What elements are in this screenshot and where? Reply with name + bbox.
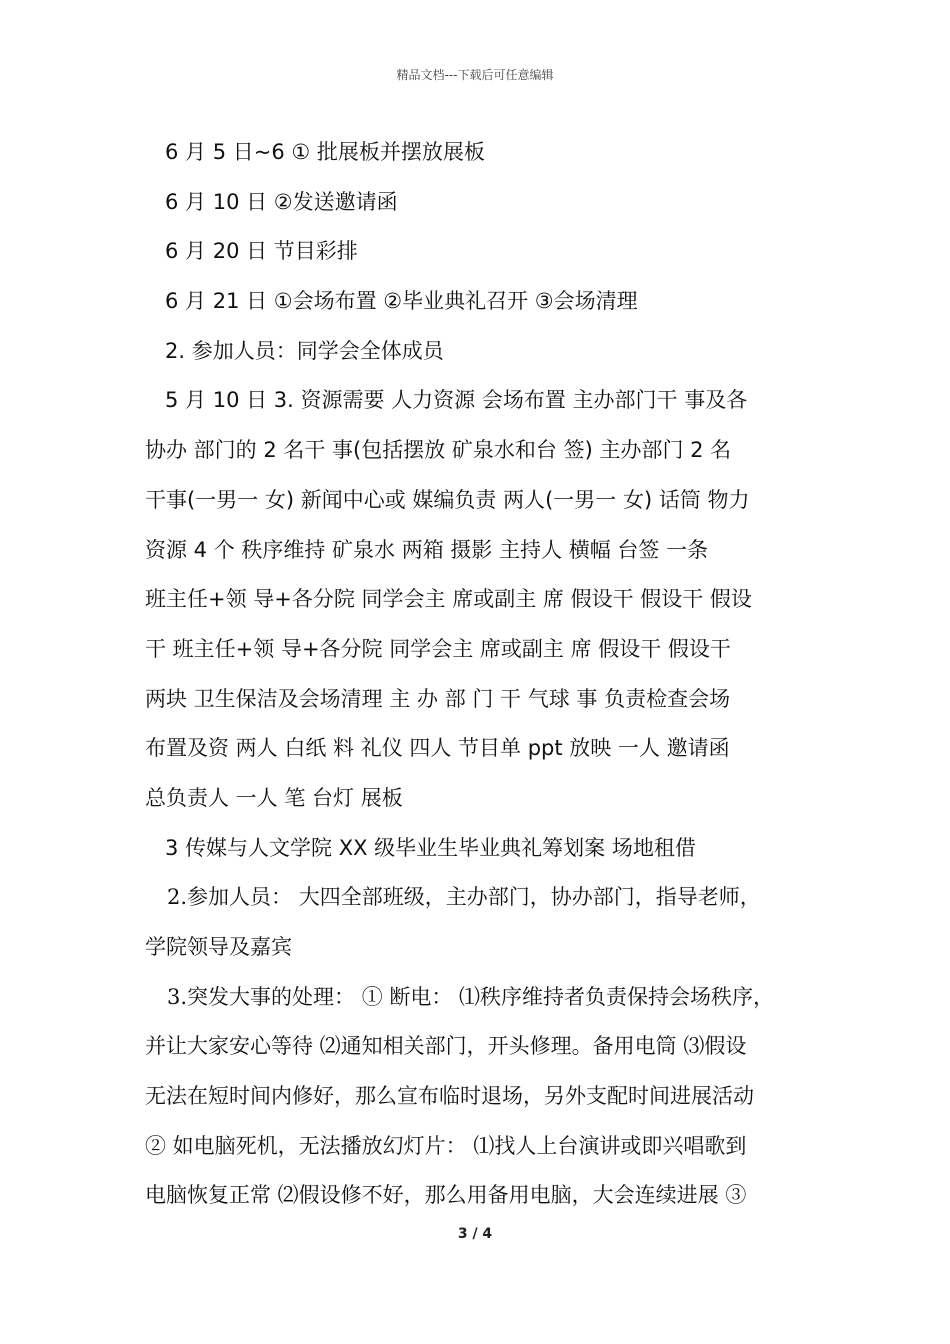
text-line: 班主任+领 导+各分院 同学会主 席或副主 席 假设干 假设干 假设 bbox=[145, 587, 752, 612]
document-body bbox=[145, 128, 810, 1221]
text-line: 2. 参加人员：同学会全体成员 bbox=[165, 338, 444, 363]
text-line: 2.参加人员： 大四全部班级，主办部门，协办部门，指导老师， bbox=[167, 885, 761, 910]
text-line: 3 传媒与人文学院 XX 级毕业生毕业典礼筹划案 场地租借 bbox=[165, 835, 696, 860]
text-line: 总负责人 一人 笔 台灯 展板 bbox=[145, 785, 403, 810]
text-line: 干 班主任+领 导+各分院 同学会主 席或副主 席 假设干 假设干 bbox=[145, 636, 731, 661]
text-line: 协办 部门的 2 名干 事(包括摆放 矿泉水和台 签) 主办部门 2 名 bbox=[145, 438, 732, 463]
text-line: 6 月 10 日 ②发送邀请函 bbox=[165, 189, 398, 214]
text-line: 干事(一男一 女) 新闻中心或 媒编负责 两人(一男一 女) 话筒 物力 bbox=[145, 487, 750, 512]
text-line: 3.突发大事的处理： ① 断电： ⑴秩序维持者负责保持会场秩序， bbox=[167, 984, 775, 1009]
text-line: 无法在短时间内修好，那么宣布临时退场，另外支配时间进展活动 bbox=[145, 1084, 754, 1109]
text-line: 6 月 20 日 节目彩排 bbox=[165, 239, 358, 264]
text-line: 布置及资 两人 白纸 料 礼仪 四人 节目单 ppt 放映 一人 邀请函 bbox=[145, 736, 730, 761]
text-line: 电脑恢复正常 ⑵假设修不好，那么用备用电脑，大会连续进展 ③ bbox=[145, 1183, 747, 1208]
text-line: 5 月 10 日 3. 资源需要 人力资源 会场布置 主办部门干 事及各 bbox=[165, 388, 748, 413]
text-line: 两块 卫生保洁及会场清理 主 办 部 门 干 气球 事 负责检查会场 bbox=[145, 686, 731, 711]
text-line: 并让大家安心等待 ⑵通知相关部门，开头修理。备用电筒 ⑶假设 bbox=[145, 1034, 747, 1059]
text-line: 6 月 5 日~6 ① 批展板并摆放展板 bbox=[165, 140, 485, 164]
text-line: 资源 4 个 秩序维持 矿泉水 两箱 摄影 主持人 横幅 台签 一条 bbox=[145, 537, 709, 562]
text-line: ② 如电脑死机，无法播放幻灯片： ⑴找人上台演讲或即兴唱歌到 bbox=[145, 1133, 747, 1158]
page-header: 精品文档---下载后可任意编辑 bbox=[396, 68, 554, 82]
text-line: 学院领导及嘉宾 bbox=[145, 935, 292, 959]
text-line: 6 月 21 日 ①会场布置 ②毕业典礼召开 ③会场清理 bbox=[165, 289, 638, 314]
page-number: 3 / 4 bbox=[457, 1226, 493, 1242]
